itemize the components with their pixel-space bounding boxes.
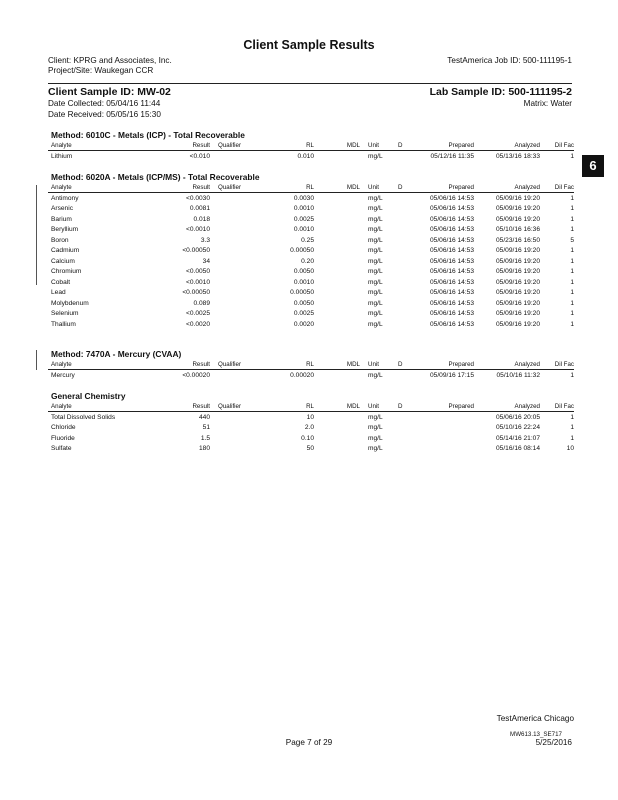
cell-rl: 0.0010: [293, 226, 314, 234]
column-header-result: Result: [158, 141, 210, 151]
column-header-unit: Unit: [360, 402, 398, 412]
cell-analyzed: 05/16/16 08:14: [496, 445, 540, 453]
method-section: [48, 172, 574, 330]
cell-mdl: [314, 319, 360, 330]
cell-mdl: [314, 433, 360, 444]
cell-analyte: Total Dissolved Solids: [51, 413, 116, 421]
column-header-analyte: Analyte: [48, 402, 158, 412]
cell-analyte: Beryllium: [51, 226, 79, 234]
cell-result: 0.0081: [189, 205, 210, 213]
cell-analyte: Fluoride: [51, 434, 75, 442]
cell-rl: 0.0050: [293, 299, 314, 307]
column-header-mdl: MDL: [314, 183, 360, 193]
column-header-dil-fac: Dil Fac: [540, 402, 574, 412]
cell-result: <0.010: [189, 152, 210, 160]
cell-mdl: [314, 370, 360, 381]
section-title: Method: 7470A - Mercury (CVAA): [51, 349, 182, 359]
column-header-analyzed: Analyzed: [474, 360, 540, 370]
project-site: Project/Site: Waukegan CCR: [48, 66, 154, 75]
cell-rl: 10: [306, 413, 314, 421]
cell-rl: 0.25: [301, 236, 314, 244]
column-header-prepared: Prepared: [412, 141, 474, 151]
cell-prepared: [412, 412, 474, 423]
cell-unit: mg/L: [368, 278, 383, 286]
cell-result: <0.0020: [185, 320, 210, 328]
cell-rl: 0.0030: [293, 194, 314, 202]
cell-analyzed: 05/09/16 19:20: [496, 299, 540, 307]
cell-analyzed: 05/09/16 19:20: [496, 247, 540, 255]
cell-dilution-flag: [398, 370, 412, 381]
cell-prepared: 05/06/16 14:53: [430, 236, 474, 244]
cell-prepared: 05/06/16 14:53: [430, 268, 474, 276]
column-header-analyte: Analyte: [48, 183, 158, 193]
cell-mdl: [314, 193, 360, 204]
section-title: Method: 6020A - Metals (ICP/MS) - Total Recoverable: [51, 172, 260, 182]
results-table: [48, 402, 574, 454]
cell-dilution-flag: [398, 423, 412, 434]
client-sample-id: Client Sample ID: MW-02: [48, 86, 171, 98]
results-table: [48, 183, 574, 330]
table-row: [48, 214, 574, 225]
cell-dil-fac: 1: [570, 289, 574, 297]
cell-mdl: [314, 235, 360, 246]
cell-dilution-flag: [398, 319, 412, 330]
cell-prepared: 05/06/16 14:53: [430, 299, 474, 307]
cell-unit: mg/L: [368, 289, 383, 297]
cell-unit: mg/L: [368, 310, 383, 318]
cell-result: <0.0010: [185, 278, 210, 286]
cell-dilution-flag: [398, 267, 412, 278]
cell-result: <0.0050: [185, 268, 210, 276]
cell-dilution-flag: [398, 235, 412, 246]
table-row: [48, 235, 574, 246]
cell-analyzed: 05/10/16 22:24: [496, 424, 540, 432]
cell-qualifier: [210, 423, 256, 434]
column-header-result: Result: [158, 183, 210, 193]
cell-qualifier: [210, 444, 256, 455]
cell-analyte: Barium: [51, 215, 72, 223]
column-header-rl: RL: [256, 402, 314, 412]
section-tab-marker: 6: [582, 155, 604, 177]
cell-unit: mg/L: [368, 152, 383, 160]
cell-dil-fac: 1: [570, 320, 574, 328]
cell-dilution-flag: [398, 256, 412, 267]
lab-name: TestAmerica Chicago: [496, 714, 574, 723]
cell-prepared: 05/12/16 11:35: [430, 152, 474, 160]
cell-qualifier: [210, 246, 256, 257]
report-date: 5/25/2016: [535, 738, 572, 747]
cell-qualifier: [210, 193, 256, 204]
cell-unit: mg/L: [368, 413, 383, 421]
cell-mdl: [314, 444, 360, 455]
cell-result: <0.0030: [185, 194, 210, 202]
column-header-prepared: Prepared: [412, 402, 474, 412]
cell-unit: mg/L: [368, 434, 383, 442]
results-table: [48, 360, 574, 381]
cell-rl: 2.0: [304, 424, 314, 432]
cell-rl: 0.0025: [293, 215, 314, 223]
cell-unit: mg/L: [368, 424, 383, 432]
cell-dil-fac: 5: [570, 236, 574, 244]
column-header-dilution-flag: D: [398, 183, 412, 193]
cell-prepared: 05/06/16 14:53: [430, 215, 474, 223]
cell-mdl: [314, 309, 360, 320]
column-header-qualifier: Qualifier: [210, 402, 256, 412]
column-header-rl: RL: [256, 141, 314, 151]
cell-dil-fac: 1: [570, 371, 574, 379]
cell-result: 34: [202, 257, 210, 265]
column-header-result: Result: [158, 402, 210, 412]
cell-prepared: 05/06/16 14:53: [430, 257, 474, 265]
table-row: [48, 246, 574, 257]
cell-dil-fac: 1: [570, 247, 574, 255]
table-row: [48, 412, 574, 423]
cell-prepared: [412, 444, 474, 455]
column-header-dilution-flag: D: [398, 141, 412, 151]
column-header-analyte: Analyte: [48, 141, 158, 151]
cell-mdl: [314, 288, 360, 299]
matrix: Matrix: Water: [523, 99, 572, 108]
cell-unit: mg/L: [368, 320, 383, 328]
cell-dil-fac: 10: [566, 445, 574, 453]
cell-unit: mg/L: [368, 299, 383, 307]
cell-qualifier: [210, 225, 256, 236]
table-row: [48, 319, 574, 330]
cell-result: <0.00020: [182, 371, 210, 379]
column-header-qualifier: Qualifier: [210, 183, 256, 193]
cell-dilution-flag: [398, 277, 412, 288]
cell-unit: mg/L: [368, 268, 383, 276]
cell-prepared: [412, 423, 474, 434]
cell-rl: 0.00020: [290, 371, 314, 379]
table-row: [48, 204, 574, 215]
cell-result: <0.0025: [185, 310, 210, 318]
cell-analyzed: 05/06/16 20:05: [496, 413, 540, 421]
cell-dilution-flag: [398, 298, 412, 309]
cell-mdl: [314, 151, 360, 162]
cell-qualifier: [210, 319, 256, 330]
cell-unit: mg/L: [368, 236, 383, 244]
column-header-analyzed: Analyzed: [474, 402, 540, 412]
page-number: Page 7 of 29: [285, 738, 333, 747]
cell-analyzed: 05/10/16 16:36: [496, 226, 540, 234]
cell-analyte: Antimony: [51, 194, 79, 202]
cell-result: 180: [198, 445, 210, 453]
cell-analyte: Lithium: [51, 152, 73, 160]
column-header-mdl: MDL: [314, 402, 360, 412]
cell-dilution-flag: [398, 151, 412, 162]
cell-analyte: Boron: [51, 236, 69, 244]
table-row: [48, 151, 574, 162]
document-code: MW613.13_SE717: [510, 731, 562, 738]
column-header-prepared: Prepared: [412, 360, 474, 370]
cell-mdl: [314, 246, 360, 257]
table-row: [48, 288, 574, 299]
cell-analyzed: 05/09/16 19:20: [496, 194, 540, 202]
cell-prepared: 05/06/16 14:53: [430, 226, 474, 234]
cell-analyzed: 05/13/16 18:33: [496, 152, 540, 160]
cell-qualifier: [210, 412, 256, 423]
method-section: [48, 391, 574, 454]
cell-rl: 0.00050: [290, 289, 314, 297]
date-received: Date Received: 05/05/16 15:30: [48, 110, 161, 119]
cell-prepared: 05/06/16 14:53: [430, 247, 474, 255]
cell-dilution-flag: [398, 444, 412, 455]
cell-prepared: 05/06/16 14:53: [430, 205, 474, 213]
cell-dil-fac: 1: [570, 257, 574, 265]
date-collected: Date Collected: 05/04/16 11:44: [48, 99, 161, 108]
cell-mdl: [314, 277, 360, 288]
cell-prepared: 05/06/16 14:53: [430, 278, 474, 286]
cell-unit: mg/L: [368, 247, 383, 255]
cell-unit: mg/L: [368, 194, 383, 202]
column-header-dil-fac: Dil Fac: [540, 183, 574, 193]
cell-qualifier: [210, 267, 256, 278]
cell-prepared: [412, 433, 474, 444]
cell-mdl: [314, 267, 360, 278]
table-header-row: [48, 141, 574, 151]
cell-dilution-flag: [398, 412, 412, 423]
cell-dil-fac: 1: [570, 194, 574, 202]
table-row: [48, 256, 574, 267]
cell-analyzed: 05/09/16 19:20: [496, 289, 540, 297]
cell-prepared: 05/09/16 17:15: [430, 371, 474, 379]
cell-analyte: Arsenic: [51, 205, 73, 213]
cell-prepared: 05/06/16 14:53: [430, 194, 474, 202]
column-header-mdl: MDL: [314, 360, 360, 370]
column-header-mdl: MDL: [314, 141, 360, 151]
cell-rl: 0.010: [297, 152, 314, 160]
column-header-qualifier: Qualifier: [210, 360, 256, 370]
cell-prepared: 05/06/16 14:53: [430, 320, 474, 328]
cell-analyzed: 05/23/16 16:50: [496, 236, 540, 244]
cell-rl: 0.00050: [290, 247, 314, 255]
table-row: [48, 193, 574, 204]
cell-analyte: Cadmium: [51, 247, 80, 255]
cell-analyte: Cobalt: [51, 278, 71, 286]
cell-rl: 50: [306, 445, 314, 453]
column-header-qualifier: Qualifier: [210, 141, 256, 151]
cell-mdl: [314, 214, 360, 225]
margin-bracket: [36, 350, 37, 370]
cell-rl: 0.0050: [293, 268, 314, 276]
cell-rl: 0.10: [301, 434, 314, 442]
cell-qualifier: [210, 309, 256, 320]
cell-qualifier: [210, 433, 256, 444]
column-header-dilution-flag: D: [398, 402, 412, 412]
cell-analyte: Calcium: [51, 257, 75, 265]
column-header-unit: Unit: [360, 141, 398, 151]
cell-analyzed: 05/09/16 19:20: [496, 205, 540, 213]
cell-dilution-flag: [398, 214, 412, 225]
cell-result: 51: [202, 424, 210, 432]
cell-analyte: Selenium: [51, 310, 79, 318]
table-row: [48, 225, 574, 236]
column-header-analyzed: Analyzed: [474, 183, 540, 193]
column-header-result: Result: [158, 360, 210, 370]
lab-sample-id: Lab Sample ID: 500-111195-2: [429, 86, 572, 98]
column-header-rl: RL: [256, 360, 314, 370]
cell-rl: 0.0020: [293, 320, 314, 328]
method-section: [48, 130, 574, 162]
cell-dil-fac: 1: [570, 434, 574, 442]
cell-qualifier: [210, 151, 256, 162]
method-section: [48, 349, 574, 381]
table-row: [48, 444, 574, 455]
cell-prepared: 05/06/16 14:53: [430, 289, 474, 297]
page-title: Client Sample Results: [243, 38, 375, 52]
cell-result: <0.00050: [182, 289, 210, 297]
cell-analyte: Chloride: [51, 424, 76, 432]
table-row: [48, 433, 574, 444]
cell-dilution-flag: [398, 193, 412, 204]
cell-unit: mg/L: [368, 257, 383, 265]
cell-analyte: Mercury: [51, 371, 75, 379]
table-row: [48, 298, 574, 309]
section-title: Method: 6010C - Metals (ICP) - Total Recoverable: [51, 130, 245, 140]
cell-dilution-flag: [398, 246, 412, 257]
cell-analyzed: 05/09/16 19:20: [496, 215, 540, 223]
cell-mdl: [314, 412, 360, 423]
cell-result: 3.3: [200, 236, 210, 244]
cell-result: 1.5: [200, 434, 210, 442]
cell-qualifier: [210, 370, 256, 381]
column-header-dilution-flag: D: [398, 360, 412, 370]
cell-unit: mg/L: [368, 205, 383, 213]
cell-dilution-flag: [398, 309, 412, 320]
cell-qualifier: [210, 204, 256, 215]
cell-qualifier: [210, 288, 256, 299]
cell-analyzed: 05/09/16 19:20: [496, 310, 540, 318]
cell-qualifier: [210, 235, 256, 246]
client-name: Client: KPRG and Associates, Inc.: [48, 56, 172, 65]
cell-result: <0.00050: [182, 247, 210, 255]
cell-qualifier: [210, 277, 256, 288]
results-table: [48, 141, 574, 162]
cell-qualifier: [210, 214, 256, 225]
cell-result: 0.018: [193, 215, 210, 223]
cell-analyzed: 05/14/16 21:07: [496, 434, 540, 442]
cell-dilution-flag: [398, 204, 412, 215]
cell-result: 0.089: [193, 299, 210, 307]
cell-analyzed: 05/09/16 19:20: [496, 257, 540, 265]
cell-mdl: [314, 225, 360, 236]
cell-unit: mg/L: [368, 371, 383, 379]
cell-qualifier: [210, 298, 256, 309]
section-title: General Chemistry: [51, 391, 126, 401]
cell-result: <0.0010: [185, 226, 210, 234]
cell-dil-fac: 1: [570, 205, 574, 213]
cell-mdl: [314, 204, 360, 215]
table-header-row: [48, 360, 574, 370]
cell-result: 440: [198, 413, 210, 421]
header-divider: [48, 83, 572, 84]
cell-analyzed: 05/09/16 19:20: [496, 268, 540, 276]
cell-unit: mg/L: [368, 226, 383, 234]
cell-dil-fac: 1: [570, 268, 574, 276]
cell-rl: 0.20: [301, 257, 314, 265]
cell-analyte: Lead: [51, 289, 66, 297]
cell-mdl: [314, 298, 360, 309]
cell-dil-fac: 1: [570, 152, 574, 160]
column-header-analyte: Analyte: [48, 360, 158, 370]
cell-dil-fac: 1: [570, 424, 574, 432]
table-header-row: [48, 183, 574, 193]
cell-analyte: Sulfate: [51, 445, 72, 453]
job-id: TestAmerica Job ID: 500-111195-1: [447, 56, 572, 65]
cell-analyte: Chromium: [51, 268, 82, 276]
cell-rl: 0.0010: [293, 205, 314, 213]
column-header-analyzed: Analyzed: [474, 141, 540, 151]
table-row: [48, 370, 574, 381]
cell-dil-fac: 1: [570, 310, 574, 318]
table-row: [48, 423, 574, 434]
cell-qualifier: [210, 256, 256, 267]
cell-mdl: [314, 256, 360, 267]
column-header-rl: RL: [256, 183, 314, 193]
cell-dil-fac: 1: [570, 299, 574, 307]
cell-dil-fac: 1: [570, 413, 574, 421]
table-header-row: [48, 402, 574, 412]
table-row: [48, 267, 574, 278]
cell-dilution-flag: [398, 288, 412, 299]
cell-rl: 0.0010: [293, 278, 314, 286]
cell-analyzed: 05/10/16 11:32: [496, 371, 540, 379]
cell-mdl: [314, 423, 360, 434]
cell-dilution-flag: [398, 225, 412, 236]
table-row: [48, 309, 574, 320]
cell-analyte: Thallium: [51, 320, 76, 328]
cell-unit: mg/L: [368, 445, 383, 453]
table-row: [48, 277, 574, 288]
cell-analyte: Molybdenum: [51, 299, 89, 307]
cell-dil-fac: 1: [570, 278, 574, 286]
margin-bracket: [36, 185, 37, 285]
cell-analyzed: 05/09/16 19:20: [496, 320, 540, 328]
cell-dil-fac: 1: [570, 215, 574, 223]
cell-dilution-flag: [398, 433, 412, 444]
column-header-dil-fac: Dil Fac: [540, 141, 574, 151]
cell-rl: 0.0025: [293, 310, 314, 318]
cell-prepared: 05/06/16 14:53: [430, 310, 474, 318]
column-header-unit: Unit: [360, 183, 398, 193]
cell-dil-fac: 1: [570, 226, 574, 234]
cell-unit: mg/L: [368, 215, 383, 223]
column-header-prepared: Prepared: [412, 183, 474, 193]
column-header-unit: Unit: [360, 360, 398, 370]
column-header-dil-fac: Dil Fac: [540, 360, 574, 370]
cell-analyzed: 05/09/16 19:20: [496, 278, 540, 286]
